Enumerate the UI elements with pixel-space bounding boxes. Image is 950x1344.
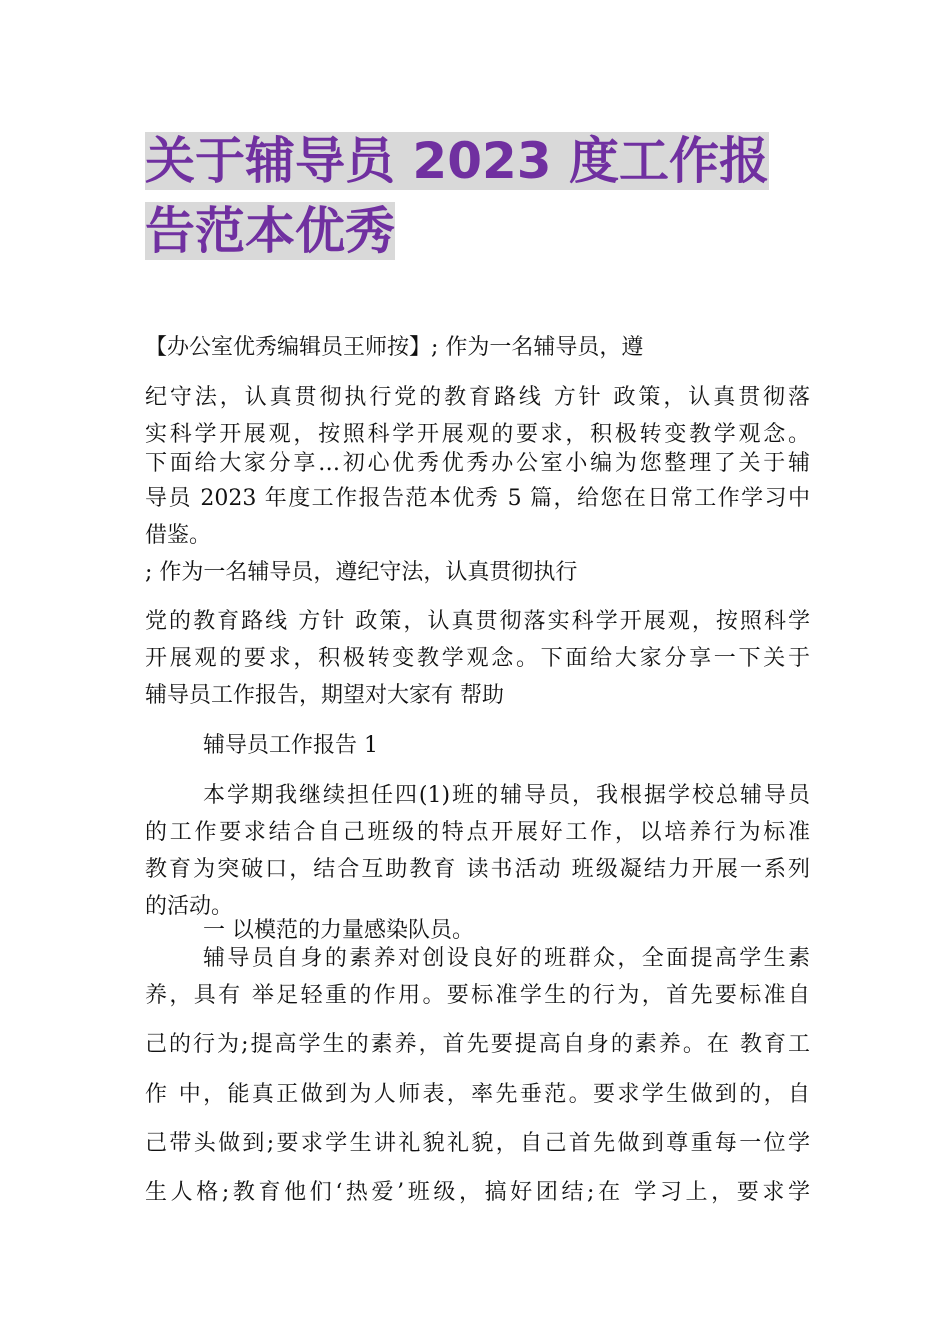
- body-line: 本学期我继续担任四(1)班的辅导员，我根据学校总辅导员: [203, 783, 810, 808]
- body-line: 辅导员自身的素养对创设良好的班群众，全面提高学生素: [203, 946, 810, 971]
- intro-line: 纪守法，认真贯彻执行党的教育路线 方针 政策，认真贯彻落: [145, 385, 810, 410]
- summary-line: 辅导员工作报告，期望对大家有 帮助: [145, 683, 504, 708]
- body-line: 生人格;教育他们‘热爱’班级，搞好团结;在 学习上，要求学: [145, 1180, 810, 1205]
- intro-line: 【办公室优秀编辑员王师按】; 作为一名辅导员，遵: [145, 335, 644, 360]
- body-line: 己的行为;提高学生的素养，首先要提高自身的素养。在 教育工: [145, 1032, 810, 1057]
- title-highlight-2: 告范本优秀: [145, 202, 395, 260]
- document-title-line-2: [145, 198, 810, 264]
- intro-line: 下面给大家分享…初心优秀优秀办公室小编为您整理了关于辅: [145, 451, 810, 476]
- intro-line: 导员 2023 年度工作报告范本优秀 5 篇，给您在日常工作学习中: [145, 486, 810, 511]
- body-line: 一 以模范的力量感染队员。: [203, 918, 474, 943]
- body-line: 的活动。: [145, 894, 234, 919]
- body-line: 作 中，能真正做到为人师表，率先垂范。要求学生做到的，自: [145, 1082, 810, 1107]
- title-highlight-1: 关于辅导员 2023 度工作报: [145, 132, 769, 190]
- intro-line: 借鉴。: [145, 523, 212, 548]
- summary-line: 党的教育路线 方针 政策，认真贯彻落实科学开展观，按照科学: [145, 609, 810, 634]
- body-line: 教育为突破口，结合互助教育 读书活动 班级凝结力开展一系列: [145, 857, 810, 882]
- summary-line: ; 作为一名辅导员，遵纪守法，认真贯彻执行: [145, 560, 578, 585]
- document-title-line-1: [145, 128, 810, 194]
- summary-line: 开展观的要求，积极转变教学观念。下面给大家分享一下关于: [145, 646, 810, 671]
- body-line: 己带头做到;要求学生讲礼貌礼貌，自己首先做到尊重每一位学: [145, 1131, 810, 1156]
- intro-line: 实科学开展观，按照科学开展观的要求，积极转变教学观念。: [145, 422, 810, 447]
- body-line: 的工作要求结合自己班级的特点开展好工作，以培养行为标准: [145, 820, 810, 845]
- body-line: 养，具有 举足轻重的作用。要标准学生的行为，首先要标准自: [145, 983, 810, 1008]
- section-heading: 辅导员工作报告 1: [203, 733, 378, 758]
